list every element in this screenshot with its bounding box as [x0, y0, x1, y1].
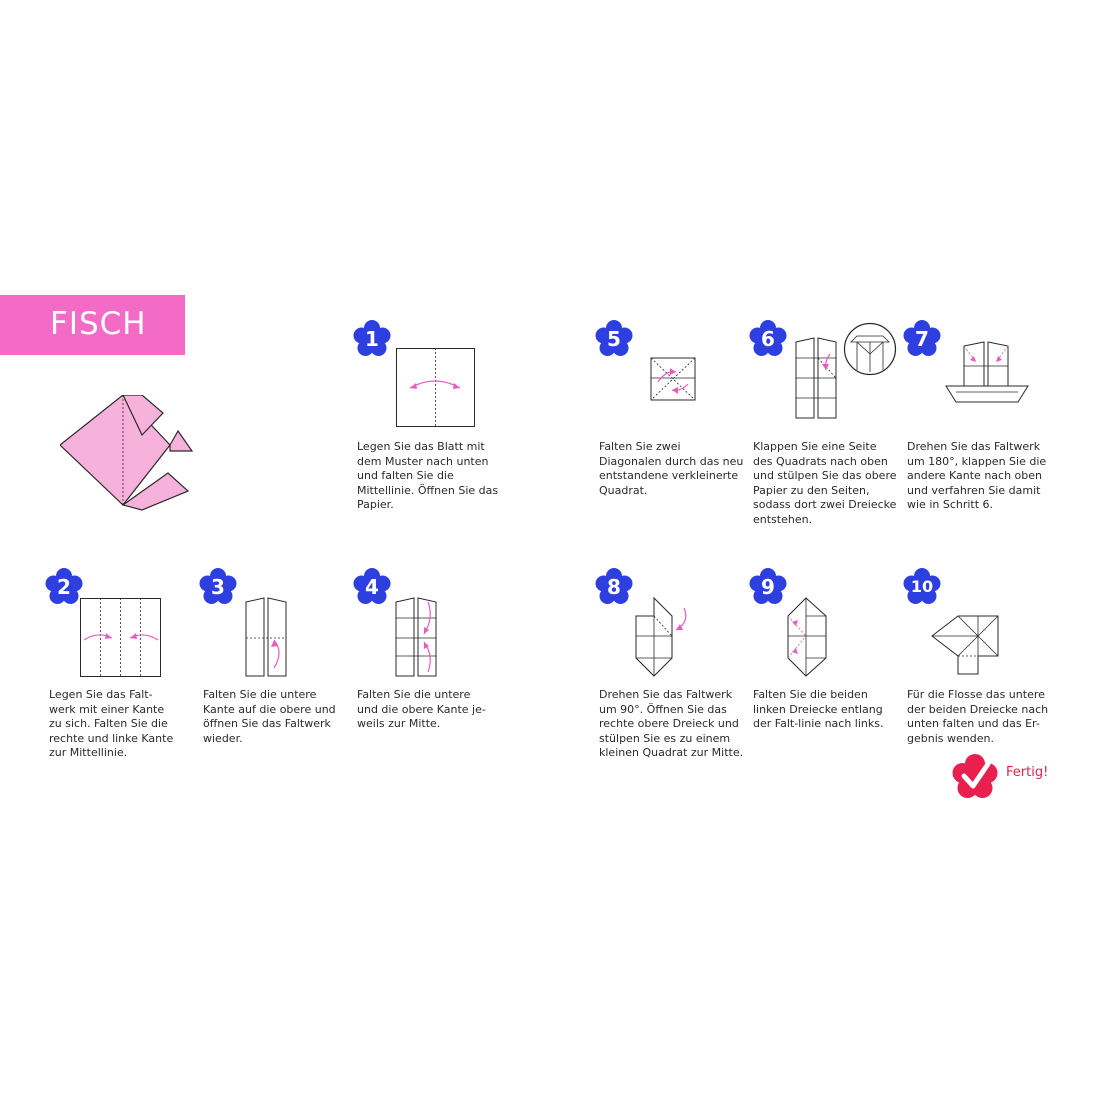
step-number: 2 — [57, 575, 71, 599]
step-number: 3 — [211, 575, 225, 599]
step-badge — [353, 320, 391, 358]
step-number: 10 — [910, 577, 934, 596]
step-8-diagram — [632, 596, 692, 682]
step-badge — [199, 568, 237, 606]
step-7-text: Drehen Sie das Faltwerk um 180°, klappen Sie die andere Kante nach oben und verfahren Sie damit wie in Schritt 6. — [907, 440, 1047, 511]
step-number: 9 — [761, 575, 775, 599]
step-6-diagram — [794, 336, 840, 420]
step-4-text: Falten Sie die untere und die obere Kante je-weils zur Mitte. — [357, 688, 486, 730]
step-5-diagram — [650, 356, 696, 402]
step-6-text: Klappen Sie eine Seite des Quadrats nach oben und stülpen Sie das obere Papier zu den Seiten, sodass dort zwei Dreiecke entstehen. — [753, 440, 897, 526]
origami-fish-icon — [60, 395, 210, 520]
step-badge — [903, 320, 941, 358]
step-2-text: Legen Sie das Falt-werk mit einer Kante zu sich. Falten Sie die rechte und linke Kante zur Mittellinie. — [49, 688, 174, 759]
step-badge — [595, 568, 633, 606]
step-number: 5 — [607, 327, 621, 351]
step-1-diagram — [396, 348, 476, 428]
step-2-diagram — [80, 598, 162, 678]
step-number: 8 — [607, 575, 621, 599]
step-6-detail-diagram — [843, 322, 897, 376]
step-10-text: Für die Flosse das untere der beiden Dreiecke nach unten falten und das Er-gebnis wenden. — [907, 688, 1049, 745]
step-10-diagram — [928, 612, 1004, 676]
step-4-diagram — [394, 596, 440, 678]
step-badge — [749, 320, 787, 358]
step-number: 4 — [365, 575, 379, 599]
step-badge — [749, 568, 787, 606]
step-number: 7 — [915, 327, 929, 351]
step-7-diagram — [944, 340, 1030, 404]
step-badge — [903, 568, 941, 606]
checkmark-flower-icon — [952, 754, 998, 800]
page-title: FISCH — [50, 306, 147, 342]
step-badge — [45, 568, 83, 606]
step-1-text: Legen Sie das Blatt mit dem Muster nach unten und falten Sie die Mittellinie. Öffnen Sie das Papier. — [357, 440, 499, 511]
step-9-text: Falten Sie die beiden linken Dreiecke entlang der Falt-linie nach links. — [753, 688, 884, 730]
step-9-diagram — [786, 596, 832, 682]
step-3-diagram — [244, 596, 290, 678]
step-number: 1 — [365, 327, 379, 351]
done-label: Fertig! — [1006, 765, 1049, 780]
step-badge — [595, 320, 633, 358]
step-3-text: Falten Sie die untere Kante auf die obere und öffnen Sie das Faltwerk wieder. — [203, 688, 336, 745]
step-8-text: Drehen Sie das Faltwerk um 90°. Öffnen Sie das rechte obere Dreieck und stülpen Sie es zu einem kleinen Quadrat zur Mitte. — [599, 688, 744, 759]
step-badge — [353, 568, 391, 606]
step-5-text: Falten Sie zwei Diagonalen durch das neu entstandene verkleinerte Quadrat. — [599, 440, 744, 497]
step-number: 6 — [761, 327, 775, 351]
